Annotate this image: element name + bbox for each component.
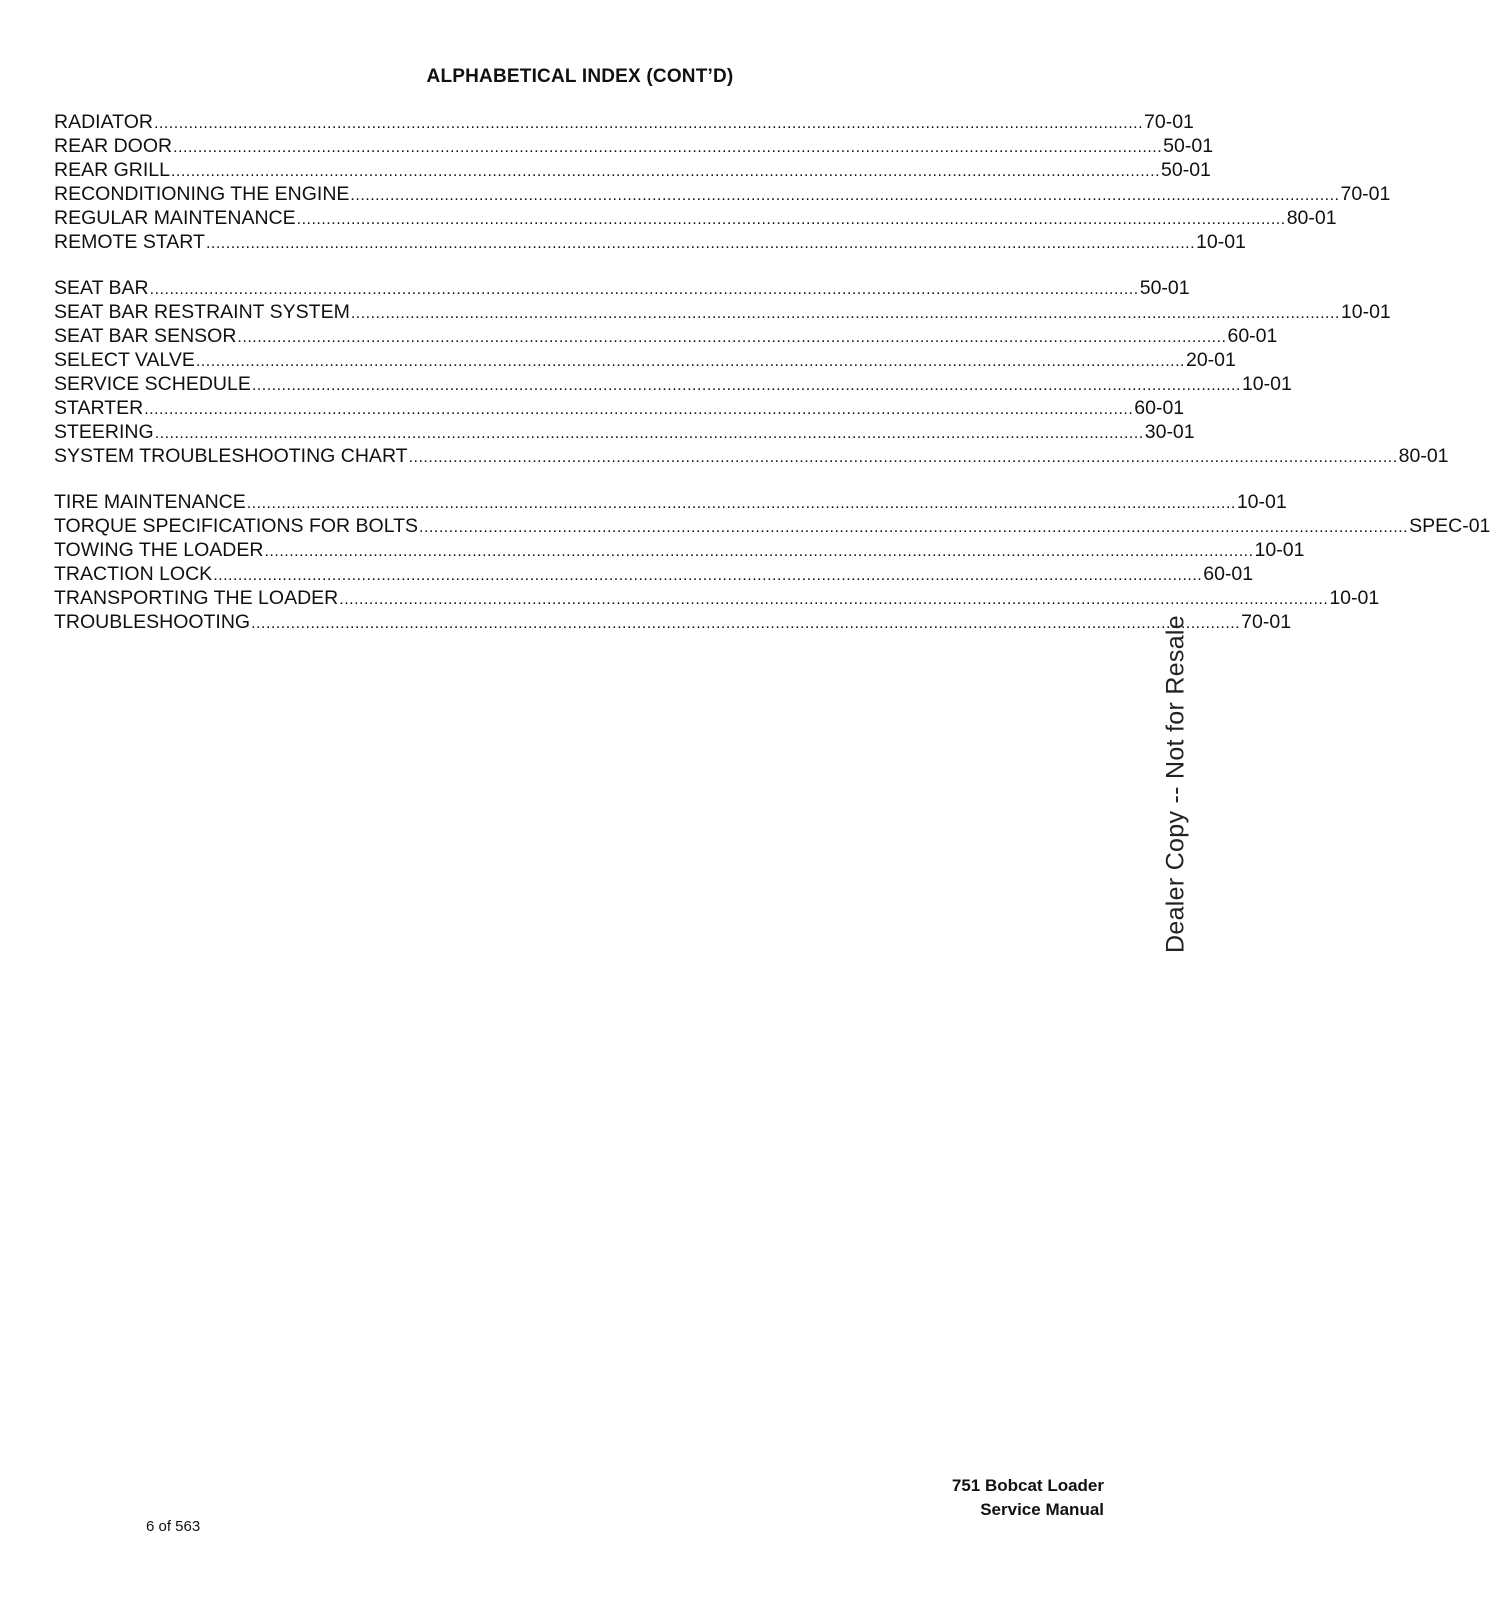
watermark: Dealer Copy -- Not for Resale <box>1161 615 1190 953</box>
index-entry <box>54 562 1254 586</box>
page-title: ALPHABETICAL INDEX (CONT’D) <box>426 66 734 87</box>
index-section-r <box>54 110 1391 254</box>
index-entry <box>54 134 1214 158</box>
index-entry <box>54 158 1211 182</box>
index-entry <box>54 276 1190 300</box>
entry-page: 10-01 <box>1254 539 1305 561</box>
entry-term: TIRE MAINTENANCE <box>54 491 246 513</box>
entry-term: RECONDITIONING THE ENGINE <box>54 183 350 205</box>
entry-term: TRACTION LOCK <box>54 563 213 585</box>
entry-term: REAR DOOR <box>54 135 173 157</box>
dot-leader: ........................................................................................................................................................................................................ <box>339 591 1329 608</box>
dot-leader: ........................................................................................................................................................................................................ <box>296 211 1286 228</box>
dot-leader: ........................................................................................................................................................................................................ <box>205 235 1196 252</box>
entry-term: TORQUE SPECIFICATIONS FOR BOLTS <box>54 515 419 537</box>
index-entry <box>54 396 1185 420</box>
page-number: 6 of 563 <box>146 1518 201 1535</box>
dot-leader: ........................................................................................................................................................................................................ <box>195 353 1185 370</box>
index-entry <box>54 610 1292 634</box>
dot-leader: ........................................................................................................................................................................................................ <box>170 163 1161 180</box>
entry-term: REAR GRILL <box>54 159 170 181</box>
dot-leader: ........................................................................................................................................................................................................ <box>213 567 1203 584</box>
entry-term: TROUBLESHOOTING <box>54 611 251 633</box>
entry-page: 80-01 <box>1398 445 1449 467</box>
dot-leader: ........................................................................................................................................................................................................ <box>246 495 1236 512</box>
entry-page: 60-01 <box>1203 563 1254 585</box>
index-entry <box>54 586 1380 610</box>
index-entry <box>54 300 1391 324</box>
index-entry <box>54 206 1337 230</box>
entry-term: SELECT VALVE <box>54 349 195 371</box>
entry-term: STEERING <box>54 421 154 443</box>
index-entry <box>54 182 1391 206</box>
entry-page: 10-01 <box>1340 301 1391 323</box>
entry-page: 70-01 <box>1241 611 1292 633</box>
dot-leader: ........................................................................................................................................................................................................ <box>350 187 1340 204</box>
index-entry <box>54 348 1236 372</box>
index-entry <box>54 444 1449 468</box>
dot-leader: ........................................................................................................................................................................................................ <box>251 377 1241 394</box>
entry-page: 30-01 <box>1144 421 1195 443</box>
entry-term: TRANSPORTING THE LOADER <box>54 587 339 609</box>
entry-page: 60-01 <box>1227 325 1278 347</box>
entry-page: 10-01 <box>1241 373 1292 395</box>
entry-page: 50-01 <box>1163 135 1214 157</box>
footer-manual-title <box>952 1474 1104 1522</box>
index-section-t <box>54 490 1490 634</box>
dot-leader: ........................................................................................................................................................................................................ <box>173 139 1163 156</box>
entry-term: SEAT BAR RESTRAINT SYSTEM <box>54 301 350 323</box>
entry-page: 20-01 <box>1185 349 1236 371</box>
entry-term: REMOTE START <box>54 231 205 253</box>
entry-page: 10-01 <box>1329 587 1380 609</box>
index-entry <box>54 538 1305 562</box>
dot-leader: ........................................................................................................................................................................................................ <box>251 615 1241 632</box>
index-entry <box>54 230 1246 254</box>
footer-manual-line1: 751 Bobcat Loader <box>951 1476 1104 1495</box>
dot-leader: ........................................................................................................................................................................................................ <box>149 281 1139 298</box>
dot-leader: ........................................................................................................................................................................................................ <box>144 401 1134 418</box>
dot-leader: ........................................................................................................................................................................................................ <box>154 425 1144 442</box>
entry-term: REGULAR MAINTENANCE <box>54 207 296 229</box>
entry-term: RADIATOR <box>54 111 153 133</box>
entry-page: 70-01 <box>1144 111 1194 133</box>
index-entry <box>54 110 1194 134</box>
index-entry <box>54 372 1292 396</box>
index-entry <box>54 420 1195 444</box>
index-entry <box>54 324 1278 348</box>
dot-leader: ........................................................................................................................................................................................................ <box>237 329 1227 346</box>
entry-page: 80-01 <box>1286 207 1337 229</box>
entry-term: STARTER <box>54 397 144 419</box>
dot-leader: ........................................................................................................................................................................................................ <box>408 449 1398 466</box>
entry-page: SPEC-01 <box>1409 515 1490 537</box>
entry-page: 10-01 <box>1236 491 1287 513</box>
entry-page: 50-01 <box>1139 277 1190 299</box>
entry-page: 60-01 <box>1134 397 1185 419</box>
dot-leader: ........................................................................................................................................................................................................ <box>153 115 1144 132</box>
dot-leader: ........................................................................................................................................................................................................ <box>419 519 1409 536</box>
entry-page: 50-01 <box>1161 159 1211 181</box>
entry-term: SERVICE SCHEDULE <box>54 373 251 395</box>
entry-term: SEAT BAR SENSOR <box>54 325 237 347</box>
entry-page: 10-01 <box>1196 231 1246 253</box>
dot-leader: ........................................................................................................................................................................................................ <box>264 543 1254 560</box>
entry-page: 70-01 <box>1340 183 1391 205</box>
entry-term: TOWING THE LOADER <box>54 539 264 561</box>
entry-term: SEAT BAR <box>54 277 149 299</box>
index-entry <box>54 490 1287 514</box>
entry-term: SYSTEM TROUBLESHOOTING CHART <box>54 445 408 467</box>
dot-leader: ........................................................................................................................................................................................................ <box>350 305 1340 322</box>
index-entry <box>54 514 1490 538</box>
footer-manual-line2: Service Manual <box>980 1500 1104 1519</box>
index-section-s <box>54 276 1449 468</box>
